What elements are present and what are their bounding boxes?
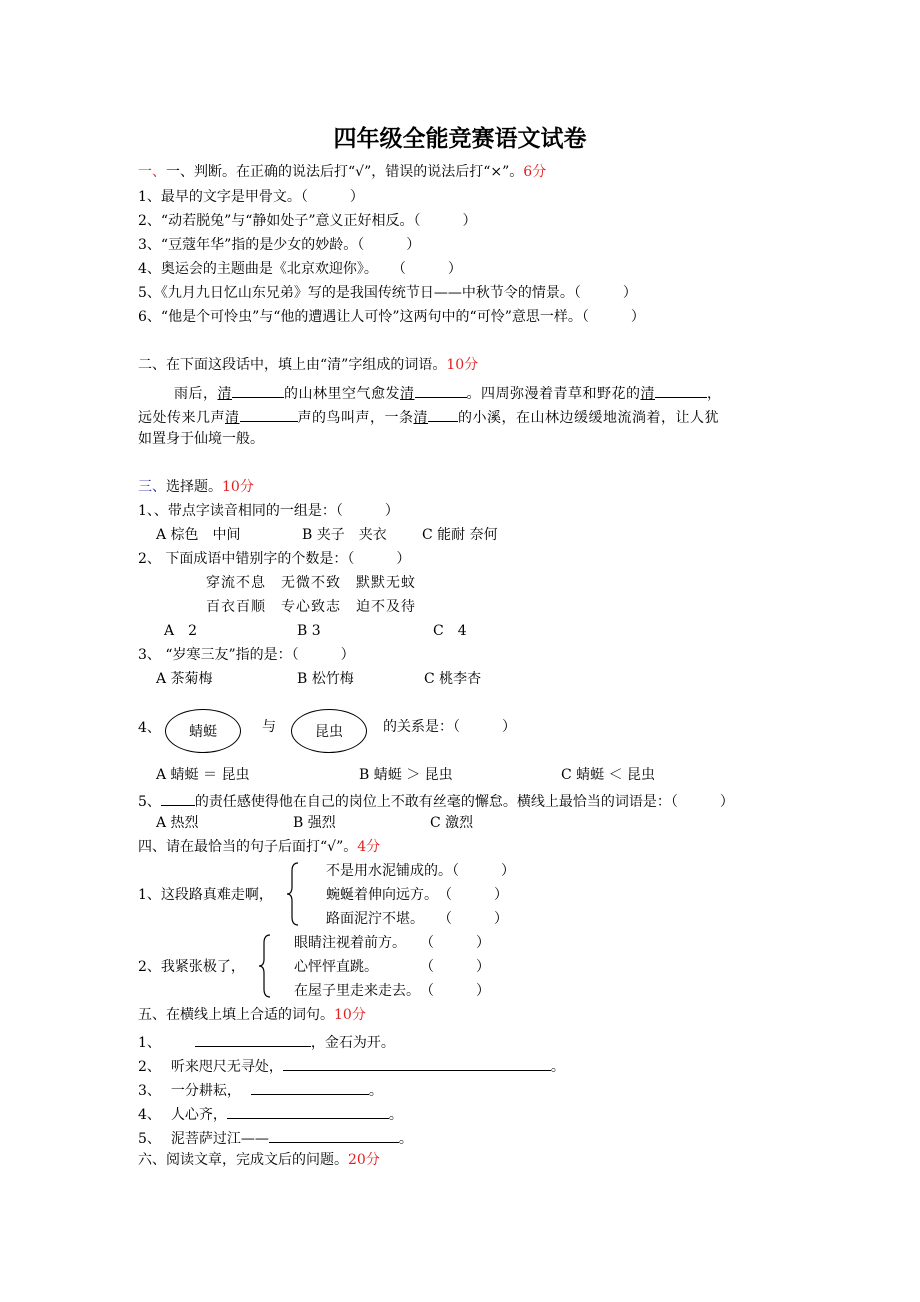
- choice-q5-option-c[interactable]: C 激烈: [430, 815, 474, 831]
- section6-score: 20分: [348, 1152, 380, 1168]
- section1-heading: [138, 163, 546, 181]
- choice-q4-option-b[interactable]: B 蜻蜓 ＞ 昆虫: [359, 767, 453, 783]
- passage-text: 远处传来几声: [138, 410, 225, 426]
- choice-q3: 3、 “岁寒三友”指的是：（ ）: [138, 647, 355, 663]
- idiom-row-1: 穿流不息 无微不致 默默无蚊: [206, 575, 416, 591]
- sentence-q2-option-3[interactable]: 在屋子里走来走去。 （ ）: [294, 983, 490, 999]
- qing-char: 清: [225, 410, 240, 426]
- choice-q5-tail: 的责任感使得他在自己的岗位上不敢有丝毫的懈怠。横线上最恰当的词语是：（ ）: [194, 794, 734, 810]
- section1-number: 一、: [138, 164, 166, 180]
- section5-heading: [138, 1006, 366, 1024]
- qing-char: 清: [413, 410, 428, 426]
- section3-score: 10分: [222, 479, 254, 495]
- section2-score: 10分: [446, 357, 479, 373]
- choice-q4-with: 与: [262, 719, 276, 735]
- sentence-q1-option-1[interactable]: 不是用水泥铺成的。（ ）: [326, 863, 515, 879]
- fill-blank[interactable]: [227, 1103, 389, 1119]
- section1-score: 6分: [523, 164, 547, 180]
- fill-blank[interactable]: [232, 382, 284, 398]
- passage-text: 的山林里空气愈发: [284, 386, 400, 402]
- section3-heading-text: 选择题。: [166, 479, 222, 495]
- fill-blank[interactable]: [428, 406, 458, 422]
- page-title: 四年级全能竞赛语文试卷: [333, 126, 587, 152]
- fill-item-pre: 一分耕耘，: [170, 1083, 241, 1099]
- passage-text: 。四周弥漫着青草和野花的: [466, 386, 641, 402]
- fill-blank[interactable]: [269, 1127, 399, 1143]
- fill-blank[interactable]: [415, 382, 467, 398]
- fill-blank[interactable]: [655, 382, 707, 398]
- judge-item-1: 1、最早的文字是甲骨文。（ ）: [138, 189, 364, 205]
- qing-char: 清: [400, 386, 415, 402]
- judge-item-5: 5、《九月九日忆山东兄弟》写的是我国传统节日——中秋节令的情景。（ ）: [138, 285, 637, 301]
- fill-item-2: [138, 1055, 565, 1076]
- fill-item-3: [138, 1079, 383, 1100]
- fill-item-post: 。: [398, 1131, 413, 1147]
- choice-q4-option-c[interactable]: C 蜻蜓 ＜ 昆虫: [561, 767, 656, 783]
- choice-q5-number: 5、: [138, 794, 161, 810]
- sentence-q1-option-3[interactable]: 路面泥泞不堪。 （ ）: [326, 911, 508, 927]
- fill-item-number: 1、: [138, 1035, 161, 1051]
- judge-item-4: 4、奥运会的主题曲是《北京欢迎你》。 （ ）: [138, 261, 462, 277]
- fill-item-number: 3、: [138, 1083, 161, 1099]
- insect-label: 昆虫: [315, 724, 343, 740]
- choice-q2: 2、 下面成语中错别字的个数是：（ ）: [138, 551, 411, 567]
- sentence-q1-option-2[interactable]: 蜿蜒着伸向远方。 （ ）: [326, 887, 508, 903]
- sentence-q2-option-2[interactable]: 心怦怦直跳。 （ ）: [294, 959, 490, 975]
- fill-item-pre: 听来咫尺无寻处，: [170, 1059, 283, 1075]
- sentence-q2-stem: 2、我紧张极了，: [138, 959, 245, 975]
- choice-q2-option-b[interactable]: B 3: [297, 623, 321, 639]
- insect-oval: [291, 709, 367, 753]
- choice-q3-option-b[interactable]: B 松竹梅: [297, 671, 354, 687]
- passage-line-2: [138, 406, 719, 427]
- section4-score: 4分: [357, 839, 381, 855]
- choice-q3-option-a[interactable]: A 茶菊梅: [156, 671, 213, 687]
- fill-item-number: 5、: [138, 1131, 161, 1147]
- fill-item-number: 2、: [138, 1059, 161, 1075]
- fill-blank[interactable]: [240, 406, 298, 422]
- passage-text: 雨后，: [174, 386, 218, 402]
- passage-line-1: [174, 382, 722, 403]
- choice-q1: 1、、带点字读音相同的一组是：（ ）: [138, 503, 399, 519]
- section3-number: 三、: [138, 479, 166, 495]
- fill-item-1: [138, 1031, 395, 1052]
- fill-blank[interactable]: [251, 1079, 369, 1095]
- fill-item-post: 。: [550, 1059, 565, 1075]
- passage-line-3: 如置身于仙境一般。: [138, 431, 264, 447]
- idiom-row-2: 百衣百顺 专心致志 迫不及待: [206, 599, 416, 615]
- fill-item-pre: 泥菩萨过江——: [170, 1131, 269, 1147]
- choice-q5-option-a[interactable]: A 热烈: [156, 815, 199, 831]
- fill-item-number: 4、: [138, 1107, 161, 1123]
- section2-heading: [138, 356, 478, 374]
- qing-char: 清: [640, 386, 655, 402]
- section5-score: 10分: [334, 1007, 366, 1023]
- choice-q4-tail: 的关系是：（ ）: [383, 719, 516, 735]
- section6-heading: [138, 1151, 380, 1169]
- section6-heading-text: 六、阅读文章，完成文后的问题。: [138, 1152, 348, 1168]
- choice-q3-option-c[interactable]: C 桃李杏: [424, 671, 482, 687]
- section3-heading: [138, 478, 254, 496]
- choice-q2-option-c[interactable]: C 4: [433, 623, 467, 639]
- choice-q5-option-b[interactable]: B 强烈: [293, 815, 336, 831]
- fill-item-pre: 人心齐，: [170, 1107, 227, 1123]
- choice-q4-number: 4、: [138, 720, 161, 736]
- section1-heading-text: 一、判断。在正确的说法后打“√”，错误的说法后打“×”。: [166, 164, 524, 180]
- choice-q1-option-b[interactable]: B 夹子 夹衣: [302, 527, 387, 543]
- fill-item-post: 。: [388, 1107, 403, 1123]
- dragonfly-label: 蜻蜓: [189, 724, 217, 740]
- sentence-q2-option-1[interactable]: 眼睛注视着前方。 （ ）: [294, 935, 490, 951]
- fill-item-post: ，金石为开。: [310, 1035, 395, 1051]
- choice-q5: [138, 790, 734, 811]
- fill-blank[interactable]: [283, 1055, 551, 1071]
- dragonfly-oval: [165, 709, 241, 753]
- fill-blank[interactable]: [195, 1031, 311, 1047]
- judge-item-2: 2、“动若脱兔”与“静如处子”意义正好相反。（ ）: [138, 213, 477, 229]
- qing-char: 清: [217, 386, 232, 402]
- passage-text: 声的鸟叫声，一条: [297, 410, 414, 426]
- choice-q2-option-a[interactable]: A 2: [164, 623, 198, 639]
- passage-text: ，: [707, 386, 722, 402]
- fill-item-4: [138, 1103, 403, 1124]
- fill-item-5: [138, 1127, 413, 1148]
- q5-blank[interactable]: [161, 790, 195, 806]
- choice-q4-option-a[interactable]: A 蜻蜓 ＝ 昆虫: [156, 767, 250, 783]
- passage-text: 的小溪，在山林边缓缓地流淌着，让人犹: [458, 410, 719, 426]
- left-brace-icon: [258, 933, 274, 999]
- left-brace-icon: [286, 861, 302, 927]
- choice-q1-option-c[interactable]: C 能耐 奈何: [422, 527, 498, 543]
- choice-q1-option-a[interactable]: A 棕色 中间: [156, 527, 241, 543]
- judge-item-3: 3、“豆蔻年华”指的是少女的妙龄。（ ）: [138, 237, 421, 253]
- judge-item-6: 6、“他是个可怜虫”与“他的遭遇让人可怜”这两句中的“可怜”意思一样。（ ）: [138, 309, 645, 325]
- section4-heading-text: 四、请在最恰当的句子后面打“√”。: [138, 839, 358, 855]
- section4-heading: [138, 838, 380, 856]
- sentence-q1-stem: 1、这段路真难走啊，: [138, 887, 273, 903]
- fill-item-post: 。: [368, 1083, 383, 1099]
- section5-heading-text: 五、在横线上填上合适的词句。: [138, 1007, 334, 1023]
- section2-heading-text: 二、在下面这段话中，填上由“清”字组成的词语。: [138, 357, 447, 373]
